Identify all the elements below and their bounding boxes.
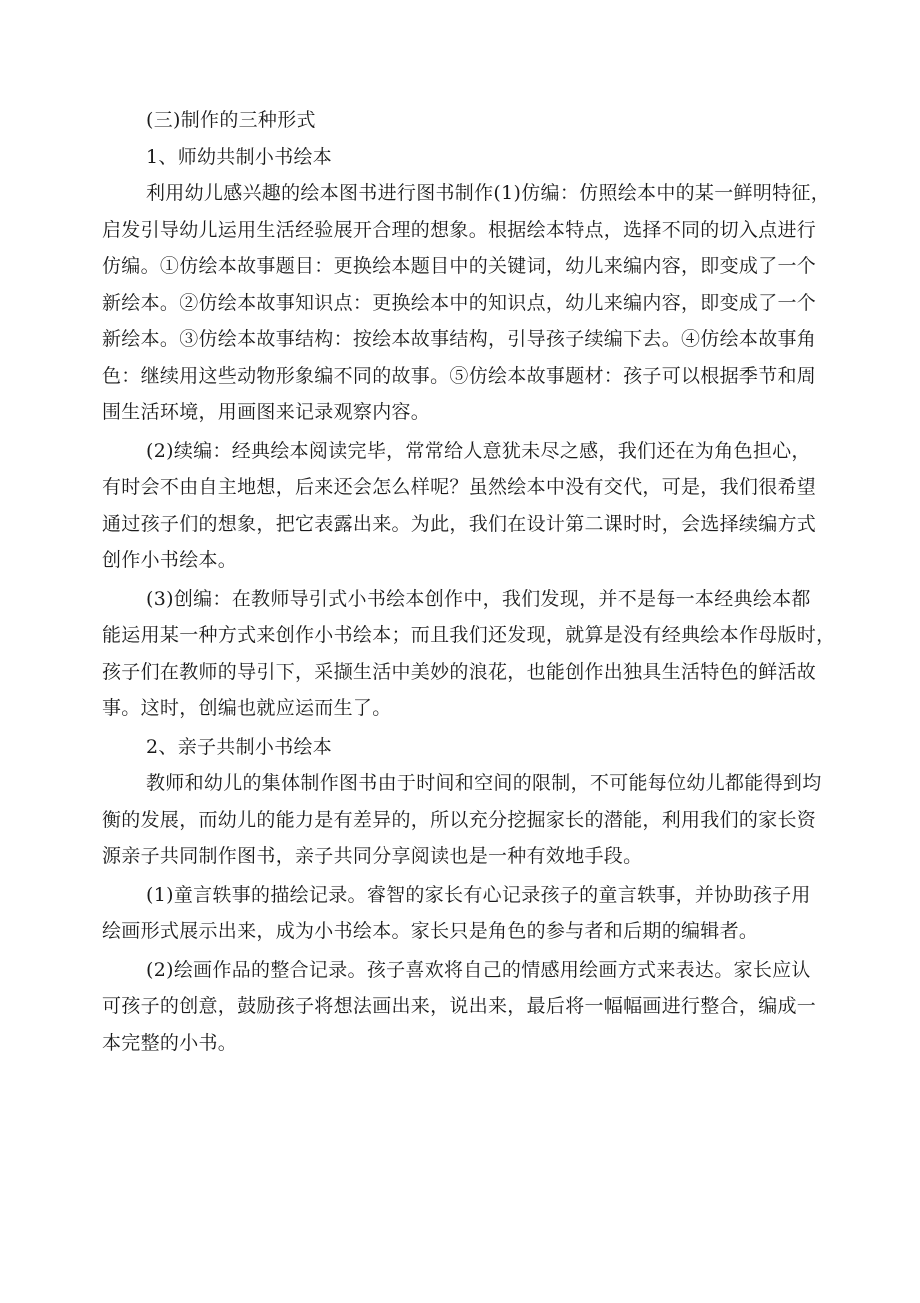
- text-line: (2)续编：经典绘本阅读完毕，常常给人意犹未尽之感，我们还在为角色担心，: [146, 439, 811, 462]
- text-line: 源亲子共同制作图书，亲子共同分享阅读也是一种有效地手段。: [102, 845, 643, 867]
- paragraph-continuation: [102, 433, 824, 579]
- text-line: 创作小书绘本。: [102, 549, 238, 571]
- text-line: 能运用某一种方式来创作小书绘本；而且我们还发现，就算是没有经典绘本作母版时，: [102, 624, 836, 646]
- text-line: (1)童言轶事的描绘记录。睿智的家长有心记录孩子的童言轶事，并协助孩子用: [146, 883, 811, 906]
- paragraph-creation: [102, 581, 836, 727]
- subsection-heading-2: 2、亲子共制小书绘本: [146, 735, 333, 758]
- text-line: 利用幼儿感兴趣的绘本图书进行图书制作(1)仿编：仿照绘本中的某一鲜明特征，: [146, 182, 831, 204]
- text-line: 仿编。①仿绘本故事题目：更换绘本题目中的关键词，幼儿来编内容，即变成了一个: [102, 255, 817, 277]
- document-body: [102, 102, 836, 1063]
- paragraph-imitation: [102, 175, 831, 431]
- text-line: (3)创编：在教师导引式小书绘本创作中，我们发现，并不是每一本经典绘本都: [146, 587, 811, 610]
- text-line: 教师和幼儿的集体制作图书由于时间和空间的限制，不可能每位幼儿都能得到均: [146, 772, 822, 794]
- text-line: 孩子们在教师的导引下，采撷生活中美妙的浪花，也能创作出独具生活特色的鲜活故: [102, 660, 817, 683]
- paragraph-drawings: [102, 952, 824, 1062]
- text-line: 新绘本。②仿绘本故事知识点：更换绘本中的知识点，幼儿来编内容，即变成了一个: [102, 291, 817, 314]
- text-line: 事。这时，创编也就应运而生了。: [102, 697, 392, 719]
- text-line: 围生活环境，用画图来记录观察内容。: [102, 401, 431, 423]
- text-line: 衡的发展，而幼儿的能力是有差异的，所以充分挖掘家长的潜能，利用我们的家长资: [102, 808, 817, 831]
- paragraph-parent-child: [102, 765, 824, 875]
- text-line: 可孩子的创意，鼓励孩子将想法画出来，说出来，最后将一幅幅画进行整合，编成一: [102, 995, 817, 1017]
- text-line: (2)绘画作品的整合记录。孩子喜欢将自己的情感用绘画方式来表达。家长应认: [146, 958, 811, 981]
- text-line: 新绘本。③仿绘本故事结构：按绘本故事结构，引导孩子续编下去。④仿绘本故事角: [102, 328, 817, 350]
- text-line: 绘画形式展示出来，成为小书绘本。家长只是角色的参与者和后期的编辑者。: [102, 920, 759, 942]
- text-line: 启发引导幼儿运用生活经验展开合理的想象。根据绘本特点，选择不同的切入点进行: [102, 218, 817, 241]
- text-line: 色：继续用这些动物形象编不同的故事。⑤仿绘本故事题材：孩子可以根据季节和周: [102, 364, 817, 387]
- subsection-heading-1: 1、师幼共制小书绘本: [146, 145, 333, 168]
- text-line: 通过孩子们的想象，把它表露出来。为此，我们在设计第二课时时，会选择续编方式: [102, 512, 817, 535]
- paragraph-anecdotes: [102, 877, 824, 950]
- text-line: 本完整的小书。: [102, 1031, 238, 1054]
- text-line: 有时会不由自主地想，后来还会怎么样呢？虽然绘本中没有交代，可是，我们很希望: [102, 476, 817, 498]
- section-heading: (三)制作的三种形式: [146, 109, 316, 131]
